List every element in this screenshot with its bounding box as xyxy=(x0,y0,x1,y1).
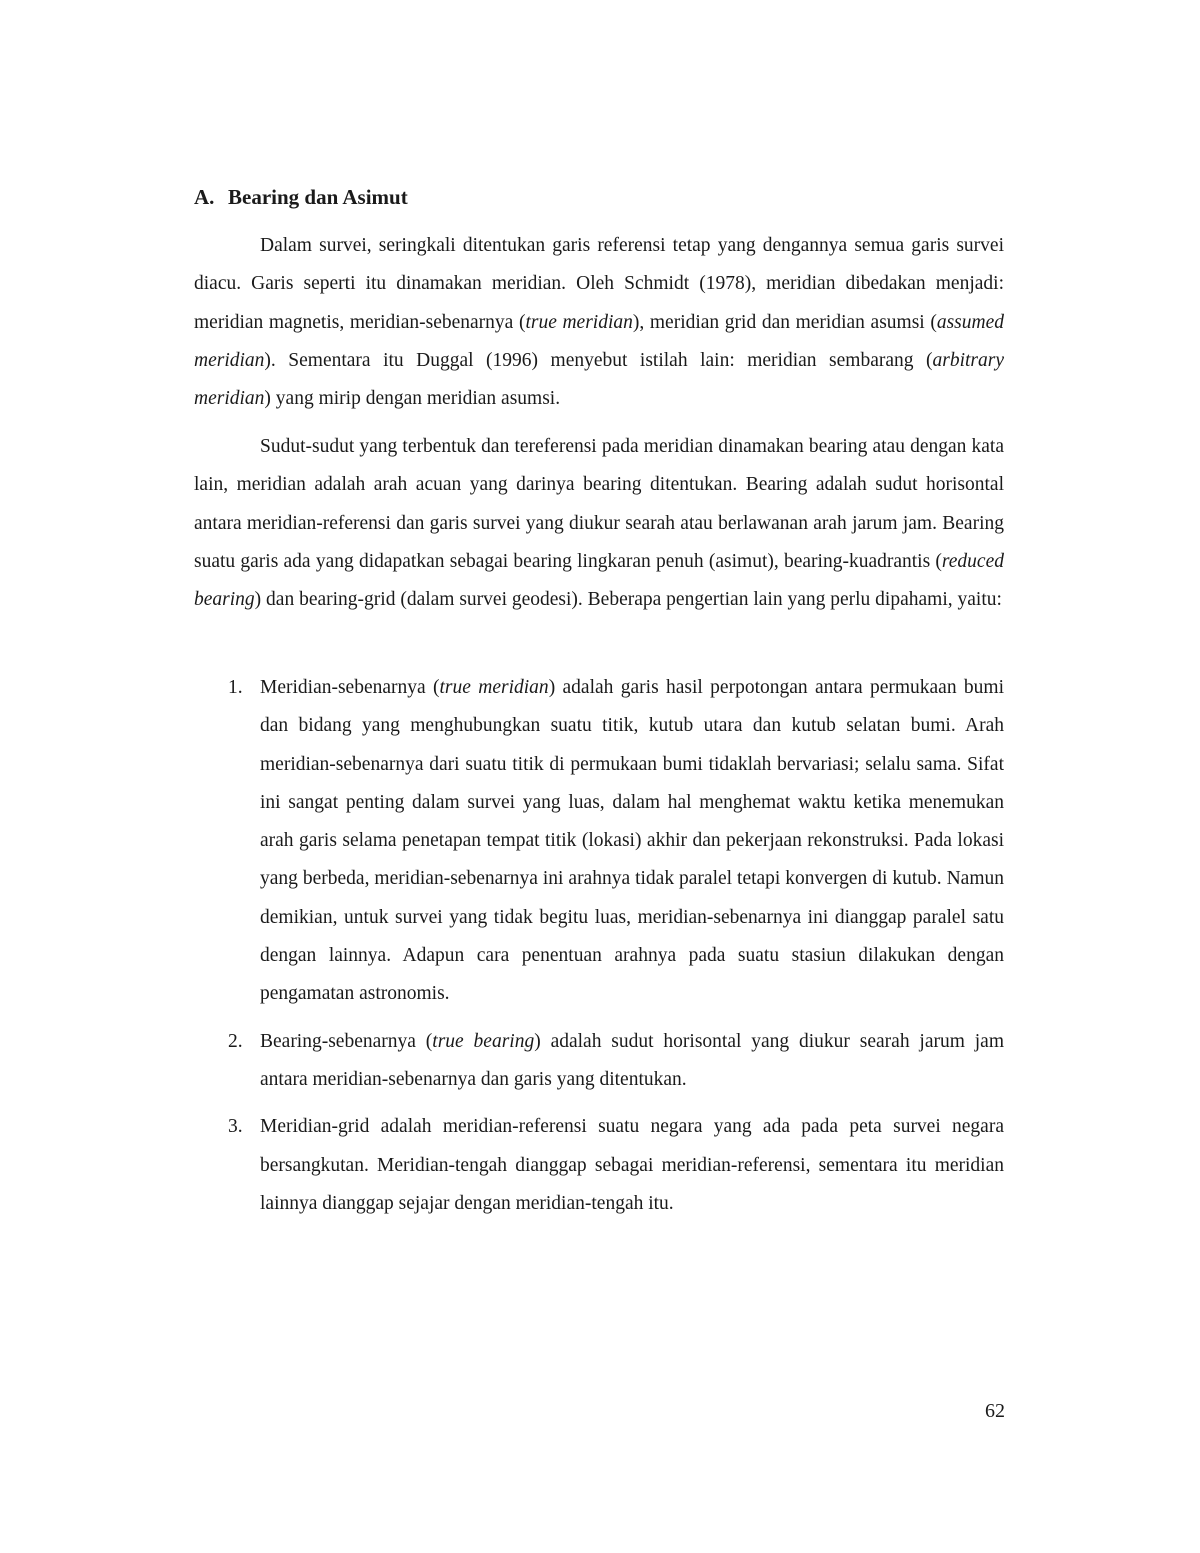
paragraph-text: Dalam survei, seringkali ditentukan garis referensi tetap yang dengannya semua garis survei diacu. Garis seperti itu dinamakan meridian. Oleh Schmidt (1978), meridian dibedakan menjadi: meridian magnetis, meridian-sebenarnya ( xyxy=(194,235,1004,333)
definition-list xyxy=(194,669,1004,1223)
paragraph-text: Sudut-sudut yang terbentuk dan tereferensi pada meridian dinamakan bearing atau dengan kata lain, meridian adalah arah acuan yang darinya bearing ditentukan. Bearing adalah sudut horisontal antara meridian-referensi dan garis survei yang diukur searah atau berlawanan arah jarum jam. Bearing suatu garis ada yang didapatkan sebagai bearing lingkaran penuh (asimut), bearing-kuadrantis ( xyxy=(194,436,1004,572)
list-item-text xyxy=(260,669,1004,1014)
paragraph-text: ), meridian grid dan meridian asumsi ( xyxy=(632,311,937,333)
list-item-number: 1. xyxy=(228,677,243,698)
item-text: Bearing-sebenarnya ( xyxy=(260,1030,433,1052)
paragraph-text: ). Sementara itu Duggal (1996) menyebut istilah lain: meridian sembarang ( xyxy=(264,349,933,371)
list-item xyxy=(194,1023,1004,1100)
paragraph-text: ) dan bearing-grid (dalam survei geodesi). Beberapa pengertian lain yang perlu dipahami, yaitu: xyxy=(254,589,1002,611)
item-text: Meridian-sebenarnya ( xyxy=(260,677,440,698)
item-text: ) adalah sudut horisontal yang diukur searah jarum jam antara meridian-sebenarnya dan garis yang ditentukan. xyxy=(260,1030,1005,1090)
paragraph-meridian-intro xyxy=(194,227,1004,418)
section-title: Bearing dan Asimut xyxy=(228,185,408,209)
paragraph-text: ) yang mirip dengan meridian asumsi. xyxy=(264,388,561,410)
page-number: 62 xyxy=(985,1400,1005,1422)
list-item-text xyxy=(260,1023,1004,1100)
paragraph-bearing-definition xyxy=(194,428,1004,619)
item-text: Meridian-grid adalah meridian-referensi suatu negara yang ada pada peta survei negara bersangkutan. Meridian-tengah dianggap sebagai meridian-referensi, sementara itu meridian lainnya dianggap sejajar dengan meridian-tengah itu. xyxy=(260,1116,1004,1214)
list-item xyxy=(194,669,1004,1014)
list-item-number: 3. xyxy=(228,1116,243,1138)
italic-term: true bearing xyxy=(432,1030,535,1052)
italic-term: true meridian xyxy=(439,677,549,698)
list-item xyxy=(194,1108,1004,1223)
italic-term: arbitrary meridian xyxy=(194,349,1004,410)
list-item-number: 2. xyxy=(228,1030,243,1052)
italic-term: assumed meridian xyxy=(194,311,1004,371)
section-heading xyxy=(194,184,408,210)
italic-term: reduced bearing xyxy=(194,550,1004,611)
list-item-text xyxy=(260,1108,1004,1223)
section-number: A. xyxy=(194,185,215,209)
item-text: ) adalah garis hasil perpotongan antara permukaan bumi dan bidang yang menghubungkan suatu titik, kutub utara dan kutub selatan bumi. Arah meridian-sebenarnya dari suatu titik di permukaan bumi tidaklah bervariasi; selalu sama. Sifat ini sangat penting dalam survei yang luas, dalam hal menghemat waktu ketika menemukan arah garis selama penetapan tempat titik (lokasi) akhir dan pekerjaan rekonstruksi. Pada lokasi yang berbeda, meridian-sebenarnya ini arahnya tidak paralel tetapi konvergen di kutub. Namun demikian, untuk survei yang tidak begitu luas, meridian-sebenarnya ini dianggap paralel satu dengan lainnya. Adapun cara penentuan arahnya pada suatu stasiun dilakukan dengan pengamatan astronomis. xyxy=(260,677,1005,1005)
italic-term: true meridian xyxy=(525,311,633,333)
